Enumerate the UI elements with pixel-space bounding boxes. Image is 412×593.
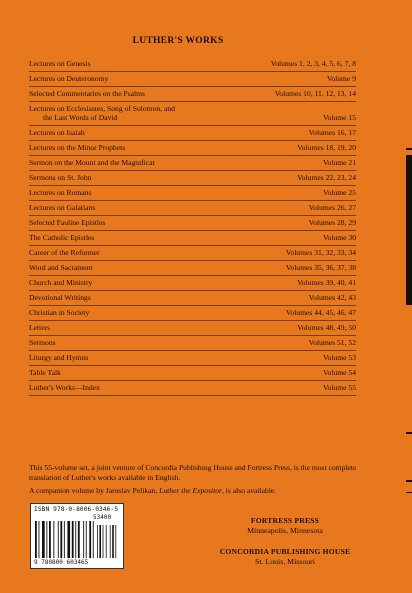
work-row (29, 216, 356, 231)
work-title: Table Talk (29, 368, 61, 377)
work-row (29, 351, 356, 366)
work-title: Church and Ministry (29, 278, 93, 287)
work-row (29, 336, 356, 351)
work-title: Christian in Society (29, 308, 90, 317)
work-volumes: Volume 15 (323, 113, 356, 122)
work-volumes: Volumes 1, 2, 3, 4, 5, 6, 7, 8 (270, 59, 356, 68)
work-row (29, 381, 356, 396)
work-row (29, 291, 356, 306)
barcode-bar (89, 521, 91, 558)
barcode-bar (83, 521, 84, 558)
publisher-concordia (200, 547, 370, 566)
publisher-fortress (200, 516, 370, 535)
addon-bar (115, 525, 116, 558)
edge-mark (406, 492, 412, 493)
publisher-name: FORTRESS PRESS (250, 516, 320, 525)
work-row (29, 261, 356, 276)
work-title (29, 104, 175, 122)
work-volumes: Volumes 22, 23, 24 (297, 173, 356, 182)
publisher-name: CONCORDIA PUBLISHING HOUSE (219, 547, 351, 556)
work-volumes: Volumes 48, 49, 50 (297, 323, 356, 332)
work-row (29, 201, 356, 216)
barcode-bar (46, 521, 47, 558)
addon-bar (103, 525, 104, 558)
work-row (29, 306, 356, 321)
work-title: Lectures on Deuteronomy (29, 74, 109, 83)
spine-edge (406, 155, 412, 305)
work-row (29, 231, 356, 246)
barcode-bar (42, 521, 45, 558)
work-title: Sermons (29, 338, 56, 347)
work-row (29, 186, 356, 201)
edge-mark (406, 148, 412, 150)
work-title: Lectures on Romans (29, 188, 92, 197)
page-title: LUTHER'S WORKS (132, 36, 224, 46)
work-row (29, 126, 356, 141)
barcode-bar (86, 521, 87, 558)
work-title: Career of the Reformer (29, 248, 100, 257)
description-text: This 55-volume set, a joint venture of Concordia Publishing House and Fortress Press, is the most complete translation of Luther's works available in English. (29, 463, 357, 482)
addon-bar (97, 525, 98, 558)
edge-mark (406, 432, 412, 434)
barcode-bar (64, 521, 65, 558)
work-title: Sermons on St. John (29, 173, 92, 182)
work-volumes: Volumes 26, 27 (308, 203, 356, 212)
work-title: Lectures on the Minor Prophets (29, 143, 126, 152)
work-row (29, 276, 356, 291)
addon-bar (106, 525, 107, 558)
isbn-barcode (30, 503, 124, 569)
work-volumes: Volumes 39, 40, 41 (297, 278, 356, 287)
work-title: Word and Sacrament (29, 263, 93, 272)
work-volumes: Volume 25 (323, 188, 356, 197)
work-volumes: Volume 30 (323, 233, 356, 242)
work-volumes: Volume 55 (323, 383, 356, 392)
work-volumes: Volumes 42, 43 (308, 293, 356, 302)
work-volumes: Volumes 18, 19, 20 (297, 143, 356, 152)
work-title: Lectures on Genesis (29, 59, 91, 68)
work-row (29, 72, 356, 87)
work-row (29, 102, 356, 126)
work-volumes: Volumes 44, 45, 46, 47 (285, 308, 356, 317)
work-volumes: Volume 9 (326, 74, 356, 83)
barcode-bar (78, 521, 80, 558)
work-volumes: Volume 54 (323, 368, 356, 377)
work-row (29, 57, 356, 72)
work-volumes: Volumes 51, 52 (308, 338, 356, 347)
work-title: Selected Pauline Epistles (29, 218, 106, 227)
addon-bar (99, 525, 101, 558)
companion-pre: A companion volume by Jaroslav Pelikan, (29, 486, 160, 495)
work-volumes: Volume 53 (323, 353, 356, 362)
work-title: Lectures on Isaiah (29, 128, 85, 137)
addon-bar (112, 525, 114, 558)
work-row (29, 156, 356, 171)
work-title-line: the Last Words of David (43, 113, 118, 122)
work-volumes: Volumes 10, 11, 12, 13, 14 (274, 89, 356, 98)
barcode-digits: 9 780800 603465 (34, 559, 89, 566)
work-title: Luther's Works—Index (29, 383, 100, 392)
work-volumes: Volumes 28, 29 (308, 218, 356, 227)
work-volumes: Volume 21 (323, 158, 356, 167)
work-volumes: Volumes 35, 36, 37, 38 (285, 263, 356, 272)
barcode-bar (39, 521, 40, 558)
work-volumes: Volumes 31, 32, 33, 34 (285, 248, 356, 257)
work-row (29, 246, 356, 261)
addon-bar (110, 525, 111, 558)
barcode-bar (75, 521, 76, 558)
publisher-city: Minneapolis, Minnesota (247, 525, 323, 535)
work-title: Selected Commentaries on the Psalms (29, 89, 145, 98)
work-title: Letters (29, 323, 51, 332)
isbn-text: ISBN 978-0-8006-0346-5 (34, 506, 119, 513)
description (29, 463, 359, 499)
barcode-bar (35, 521, 37, 558)
publisher-city: St. Louis, Missouri (255, 556, 315, 566)
barcode-bar (58, 521, 59, 558)
barcode-bar (93, 521, 94, 558)
companion-note (29, 486, 359, 496)
barcode-bar (49, 521, 51, 558)
work-title: Lectures on Galatians (29, 203, 96, 212)
work-title: Sermon on the Mount and the Magnificat (29, 158, 155, 167)
work-row (29, 366, 356, 381)
work-title-line: Lectures on Ecclesiastes, Song of Solomon, and (29, 104, 175, 113)
barcode-bars (35, 521, 119, 558)
barcode-bar (72, 521, 74, 558)
companion-title: Luther the Expositor (159, 486, 222, 495)
work-row (29, 87, 356, 102)
works-list (29, 57, 356, 396)
work-row (29, 321, 356, 336)
companion-post: , is also available. (222, 486, 277, 495)
work-title: Liturgy and Hymns (29, 353, 89, 362)
price-addon: 53400 (93, 514, 112, 521)
barcode-bar (53, 521, 54, 558)
work-title: The Catholic Epistles (29, 233, 95, 242)
work-row (29, 141, 356, 156)
work-title: Devotional Writings (29, 293, 91, 302)
barcode-bar (67, 521, 70, 558)
work-row (29, 171, 356, 186)
work-volumes: Volumes 16, 17 (308, 128, 356, 137)
edge-mark (406, 480, 412, 482)
barcode-bar (60, 521, 62, 558)
